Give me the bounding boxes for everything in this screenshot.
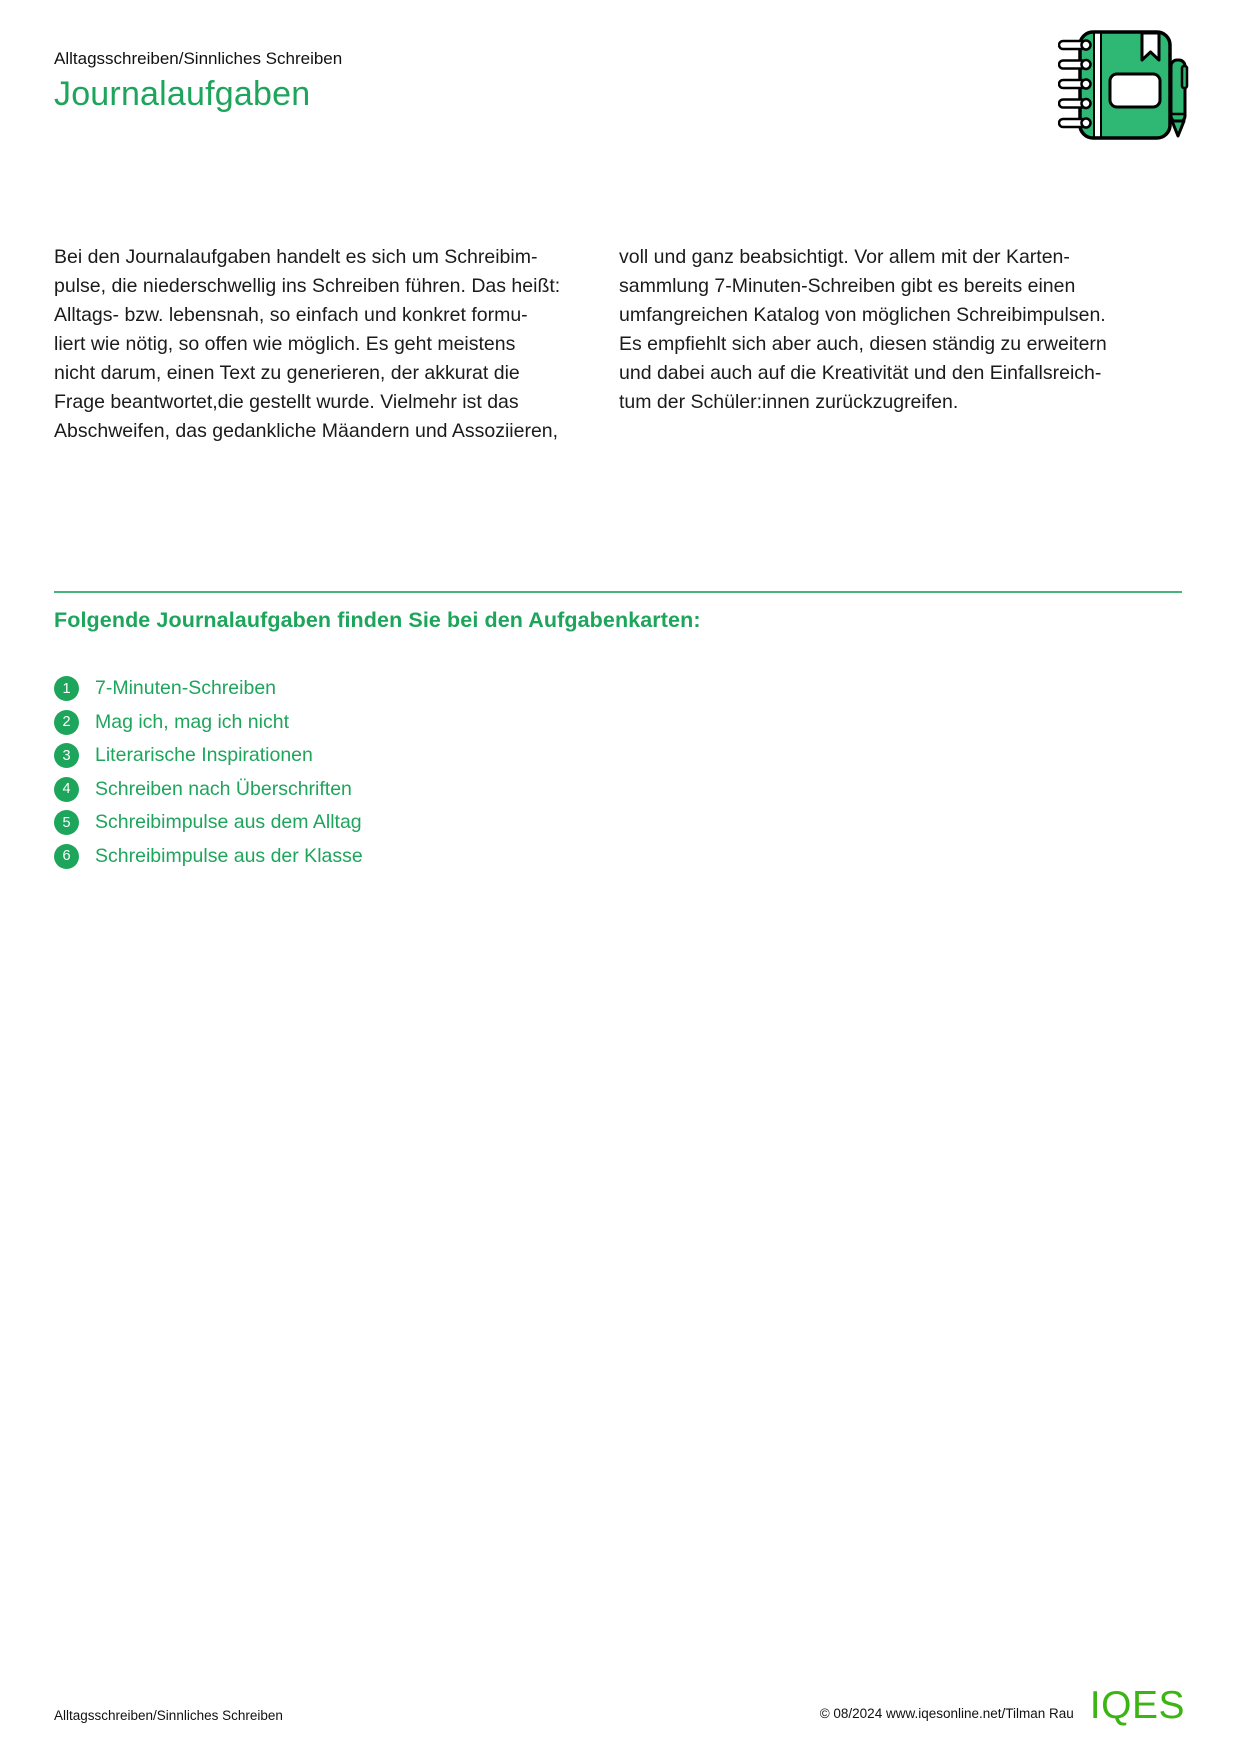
item-number-badge: 2 (54, 710, 79, 735)
intro-column-left (54, 243, 593, 446)
list-item (54, 739, 363, 773)
item-label: Mag ich, mag ich nicht (95, 710, 290, 733)
item-number-badge: 1 (54, 676, 79, 701)
item-number-badge: 5 (54, 810, 79, 835)
intro-line: voll und ganz beabsichtigt. Vor allem mit der Karten- (619, 246, 1070, 268)
intro-line: Es empfiehlt sich aber auch, diesen ständig zu erweitern (619, 333, 1107, 355)
list-item (54, 706, 363, 740)
document-eyebrow: Alltagsschreiben/Sinnliches Schreiben (54, 49, 343, 68)
section-heading: Folgende Journalaufgaben finden Sie bei den Aufgabenkarten: (54, 608, 701, 632)
intro-line: umfangreichen Katalog von möglichen Schreibimpulsen. (619, 304, 1106, 326)
intro-line: Bei den Journalaufgaben handelt es sich um Schreibim- (54, 246, 538, 268)
intro-line: pulse, die niederschwellig ins Schreiben führen. Das heißt: (54, 275, 561, 297)
intro-line: nicht darum, einen Text zu generieren, der akkurat die (54, 362, 520, 384)
list-item (54, 806, 363, 840)
list-item (54, 773, 363, 807)
task-list (54, 672, 363, 873)
journal-icon (1058, 24, 1194, 146)
footer-right (820, 1686, 1185, 1726)
section-divider (54, 591, 1182, 593)
footer-left-text: Alltagsschreiben/Sinnliches Schreiben (54, 1708, 283, 1723)
page-title: Journalaufgaben (54, 75, 311, 113)
intro-line: und dabei auch auf die Kreativität und den Einfallsreich- (619, 362, 1102, 384)
list-item (54, 672, 363, 706)
item-label: 7-Minuten-Schreiben (95, 677, 277, 700)
intro-line: Alltags- bzw. lebensnah, so einfach und konkret formu- (54, 304, 528, 326)
iqes-logo: IQES (1089, 1684, 1185, 1727)
intro-line: liert wie nötig, so offen wie möglich. Es geht meistens (54, 333, 516, 355)
item-number-badge: 4 (54, 777, 79, 802)
intro-text (54, 243, 1158, 446)
intro-column-right (619, 243, 1158, 446)
intro-line: sammlung 7-Minuten-Schreiben gibt es bereits einen (619, 275, 1076, 297)
item-label: Literarische Inspirationen (95, 744, 313, 767)
item-label: Schreibimpulse aus der Klasse (95, 844, 363, 867)
intro-line: tum der Schüler:innen zurückzugreifen. (619, 391, 959, 413)
pen-icon (1171, 60, 1187, 136)
item-number-badge: 3 (54, 743, 79, 768)
item-label: Schreibimpulse aus dem Alltag (95, 811, 362, 834)
item-number-badge: 6 (54, 844, 79, 869)
intro-line: Abschweifen, das gedankliche Mäandern und Assoziieren, (54, 420, 559, 442)
footer-copyright: © 08/2024 www.iqesonline.net/Tilman Rau (819, 1706, 1074, 1721)
intro-line: Frage beantwortet,die gestellt wurde. Vielmehr ist das (54, 391, 519, 413)
item-label: Schreiben nach Überschriften (95, 777, 352, 800)
list-item (54, 840, 363, 874)
